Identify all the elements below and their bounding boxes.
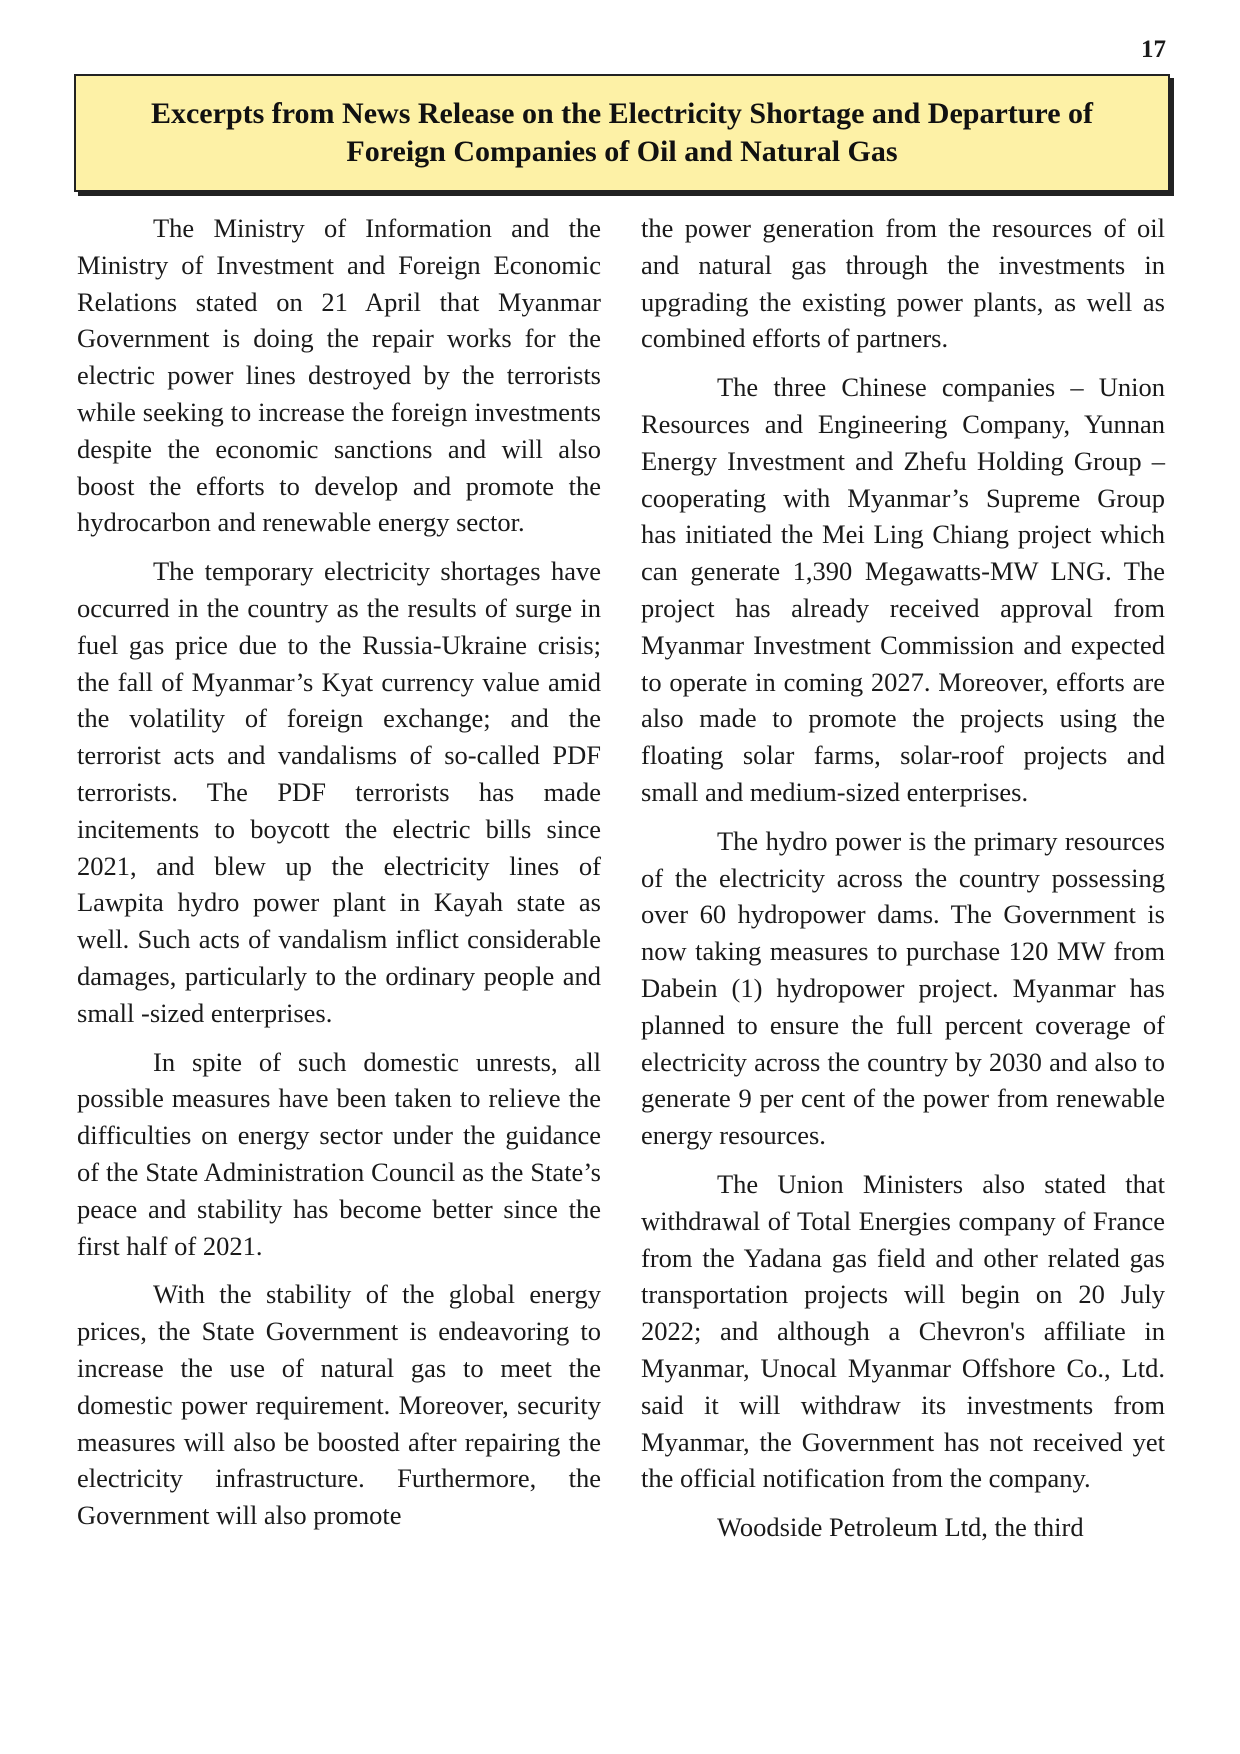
paragraph: The hydro power is the primary resources of the electricity across the country possessing over 60 hydropower dams. The Government is now taking measures to purchase 120 MW from Dabein (1) hydropower project. Myanmar has planned to ensure the full percent coverage of electricity across the country by 2030 and also to generate 9 per cent of the power from renewable energy resources.: [641, 825, 1165, 1151]
paragraph: The three Chinese companies – Union Resources and Engineering Company, Yunnan Energy Investment and Zhefu Holding Group – cooperating with Myanmar’s Supreme Group has initiated the Mei Ling Chiang project which can generate 1,390 Megawatts-MW LNG. The project has already received approval from Myanmar Investment Commission and expected to operate in coming 2027. Moreover, efforts are also made to promote the projects using the floating solar farms, solar-roof projects and small and medium-sized enterprises.: [641, 372, 1165, 807]
paragraph: The temporary electricity shortages have occurred in the country as the results of surge in fuel gas price due to the Russia-Ukraine crisis; the fall of Myanmar’s Kyat currency value amid the volatility of foreign exchange; and the terrorist acts and vandalisms of so-called PDF terrorists. The PDF terrorists has made incitements to boycott the electric bills since 2021, and blew up the electricity lines of Lawpita hydro power plant in Kayah state as well. Such acts of vandalism inflict considerable damages, particularly to the ordinary people and small -sized enterprises.: [77, 556, 601, 1028]
right-column: [641, 210, 1165, 1546]
paragraph: The Union Ministers also stated that withdrawal of Total Energies company of France from the Yadana gas field and other related gas transportation projects will begin on 20 July 2022; and although a Chevron's affiliate in Myanmar, Unocal Myanmar Offshore Co., Ltd. said it will withdraw its investments from Myanmar, the Government has not received yet the official notification from the company.: [641, 1168, 1165, 1494]
paragraph: Woodside Petroleum Ltd, the third: [717, 1512, 1084, 1543]
paragraph: The Ministry of Information and the Ministry of Investment and Foreign Economic Relations stated on 21 April that Myanmar Government is doing the repair works for the electric power lines destroyed by the terrorists while seeking to increase the foreign investments despite the economic sanctions and will also boost the efforts to develop and promote the hydrocarbon and renewable energy sector.: [77, 213, 601, 538]
left-column: [77, 210, 601, 1534]
article-title-box: [74, 74, 1170, 192]
article-title-line-1: Excerpts from News Release on the Electricity Shortage and Departure of: [150, 97, 1094, 130]
page-number: 17: [1141, 36, 1166, 63]
article-title-line-2: Foreign Companies of Oil and Natural Gas: [346, 135, 898, 168]
paragraph: the power generation from the resources of oil and natural gas through the investments in upgrading the existing power plants, as well as combined efforts of partners.: [641, 213, 1165, 354]
paragraph: With the stability of the global energy prices, the State Government is endeavoring to increase the use of natural gas to meet the domestic power requirement. Moreover, security measures will also be boosted after repairing the electricity infrastructure. Furthermore, the Government will also promote: [77, 1279, 601, 1531]
paragraph: In spite of such domestic unrests, all possible measures have been taken to relieve the difficulties on energy sector under the guidance of the State Administration Council as the State’s peace and stability has become better since the first half of 2021.: [77, 1046, 601, 1261]
